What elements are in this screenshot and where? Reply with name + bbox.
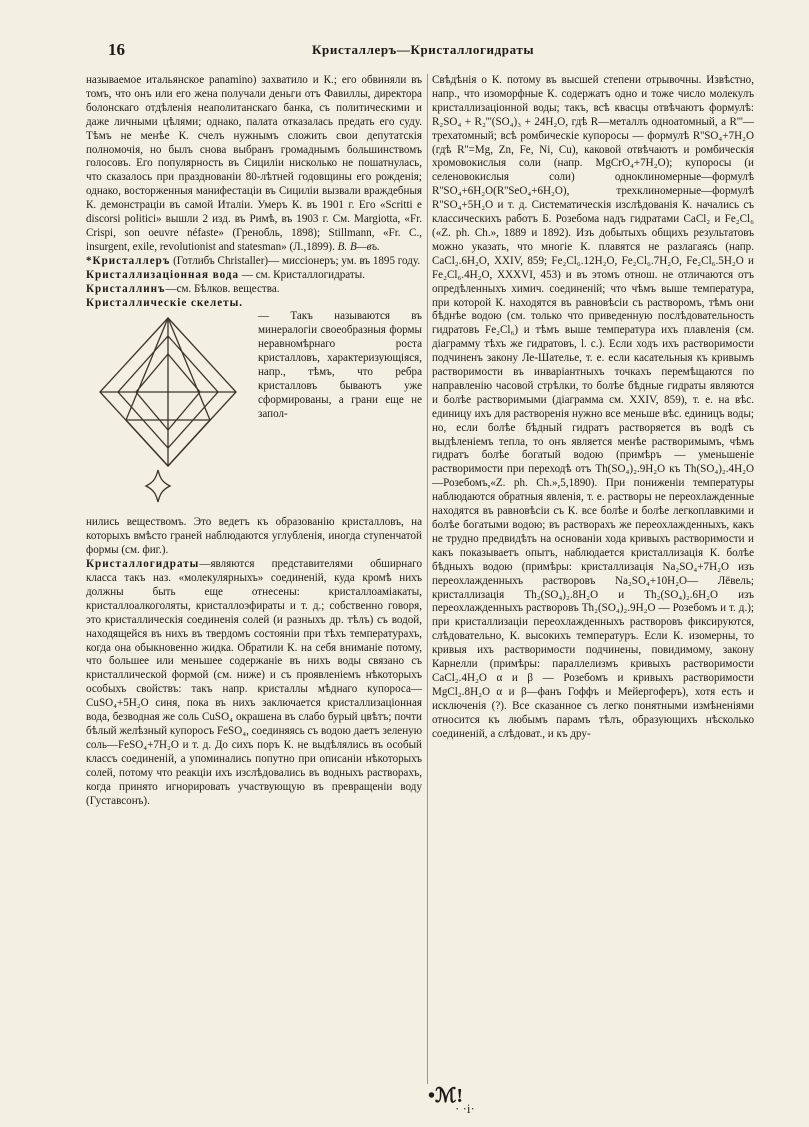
headword-crystallin: Кристаллинъ	[86, 282, 166, 295]
article-christaller	[86, 255, 422, 269]
article-crystal-skeletons-rest: нились веществомъ. Это ведетъ къ образованію кристалловъ, на которыхъ вмѣсто граней наблюдаются углубленія, иногда ступенчатой формы (см. фиг.).	[86, 516, 422, 557]
article-crispi-signature: В. В—въ.	[337, 240, 380, 253]
column-divider	[427, 74, 428, 1084]
article-crystallization-water-text: — см. Кристаллогидраты.	[239, 268, 365, 281]
scan-artifact-mark-small: · ·i·	[455, 1101, 475, 1116]
headword-crystallohydrates: Кристаллогидраты	[86, 558, 200, 571]
article-crispi-text: называемое итальянское panamino) захватило и К.; его обвиняли въ томъ, что онъ или его жена получали деньги отъ Фавиллы, директора болонскаго отдѣленія неаполитанскаго банка, съ политическими и даже личными цѣлями; однако, палата отказалась предать его суду. Тѣмъ не менѣе К. счелъ нужнымъ сложить свои депутатскія полномочія, но былъ снова выбранъ громаднымъ большинствомъ голосовъ. Его популярность въ Сициліи нисколько не пошатнулась, что сказалось при празднованіи 80-лѣтней годовщины его рожденія; однако, восторженныя манифестаціи въ Сициліи вызвали враждебныя К. демонстраціи въ самой Италіи. Умеръ К. въ 1901 г. Его «Scritti e discorsi politici» вышли 2 изд. въ Римѣ, въ 1903 г. См. Margiotta, «Fr. Crispi, son oeuvre néfaste» (Гренобль, 1898); Stillmann, «Fr. C., insurgent, exile, revolutionist and statesman» (Л.,1899).	[86, 74, 422, 253]
right-column	[432, 74, 754, 742]
headword-crystallization-water: Кристаллизаціонная вода	[86, 268, 240, 281]
article-crystallohydrates-text: —являются представителями обширнаго класса такъ наз. «молекулярныхъ» соединеній, куда кромѣ нихъ должны быть еще отнесены: кристаллоаміакаты, кристаллоалкоголяты, кристаллоэфираты и т. д.; собственно говоря, это кристаллическія соединенія солей (и разныхъ др. тѣлъ) съ водой, находящейся въ нихъ въ твердомъ состояніи при тѣхъ температурахъ, когда она обыкновенно жидка. Обратили К. на себя вниманіе потому, что большее или меньшее содержаніе въ нихъ воды связано съ кристаллической формой (см. ниже) и съ проявленіемъ нѣкоторыхъ особыхъ свойствъ: такъ напр. кристаллы мѣднаго купороса— CuSO₄+5H₂O синя, пока въ нихъ заключается кристаллизаціонная вода, безводная же соль CuSO₄ окрашена въ слабо бурый цвѣтъ; почти бѣлый желѣзный купоросъ FeSO₄, соединяясь съ водою даетъ зеленую соль—FeSO₄+7H₂O и т. д. До сихъ поръ К. не выдѣлялись въ особый классъ соединеній, а упоминались попутно при описаніи нѣкоторыхъ солей, потому что реакціи ихъ изслѣдовались въ водныхъ растворахъ, когда принято игнорировать участвующую въ превращеніи воду (Густавсонъ).	[86, 558, 422, 807]
article-crystallohydrates-continued: Свѣдѣнія о К. потому въ высшей степени отрывочны. Извѣстно, напр., что изоморфные К. содержатъ одно и тоже число молекулъ кристаллизаціонной воды; такъ, всѣ квасцы отвѣчаютъ формулѣ: R₂SO₄ + R₂'''(SO₄)₃ + 24H₂O, гдѣ R—металлъ одноатомный, а R'''—трехатомный; всѣ ромбическіе купоросы — формулѣ R''SO₄+7H₂O (гдѣ R''=Mg, Zn, Fe, Ni, Cu), каковой отвѣчаютъ и ромбическія хромовокислыя соли (напр. MgCrO₄+7H₂O); купоросы (и селеновокислыя соли) одноклиномерные—формулѣ R''SO₄+6H₂O(R''SeO₄+6H₂O), трехклиномерные—формулѣ R''SO₄+5H₂O и т. д. Систематическія изслѣдованія К. начались съ классическихъ работъ Б. Розебома надъ гидратами CaCl₂ и Fe₂Cl₆ («Z. ph. Ch.», 1889 и 1892). Изъ добытыхъ общихъ результатовъ можно указать, что многіе К. плавятся не разлагаясь (напр. CaCl₂.6H₂O, XXIV, 859; Fe₂Cl₆.12H₂O, Fe₂Cl₆.7H₂O, Fe₂Cl₆.5H₂O и Fe₂Cl₆.4H₂O, XXXVI, 453) и въ этомъ отнош. не отличаются отъ опредѣленныхъ химич. соединеній; что чѣмъ выше температура, при которой К. находятся въ равновѣсіи съ растворомъ, тѣмъ они бѣднѣе водою (см. только что приведенную послѣдовательность гидратовъ Fe₂Cl₆) и тѣмъ выше температура ихъ плавленія (см. діаграмму тѣхъ же гидратовъ, l. c.). Если ходъ ихъ растворимости подчиненъ закону Ле-Шателье, т. е. если касательныя къ кривымъ растворимости въ инваріантныхъ точкахъ перемѣщаются по направленію часовой стрѣлки, то болѣе бѣдные гидраты являются и болѣе растворимыми (діаграмма см. XXIV, 859), т. е. на вѣс. единицу ихъ для растворенія нужно все меньше вѣс. единицъ воды; но, если болѣе бѣдный гидратъ растворяется въ водѣ съ выдѣленіемъ тепла, то онъ является менѣе растворимымъ, чѣмъ гидратъ болѣе богатый водою (примѣръ — уменьшеніе растворимости при переходѣ отъ Th(SO₄)₂.9H₂O къ Th(SO₄)₂.4H₂O—Розебомъ,«Z. ph. Ch.»,5,1890). При пониженіи температуры наблюдаются обратныя явленія, т. е. растворы не переохлажденные находятся въ равновѣсіи съ К. все болѣе и болѣе легкоплавкими и болѣе богатыми водою; въ растворахъ же переохлажденныхъ, какъ не трудно предвидѣть на основаніи хода кривыхъ растворимости и какъ показываетъ опытъ, наблюдается кристаллизація К. болѣе бѣдныхъ водою (примѣры: кристаллизація Na₂SO₄+7H₂O изъ переохлажденныхъ растворовъ Na₂SO₄+10H₂O— Лёвель; кристаллизація Th₂(SO₄)₂.8H₂O и Th₂(SO₄)₂.6H₂O изъ переохлажденныхъ растворовъ Th₂(SO₄)₂.9H₂O — Розебомъ и т. д.); при кристаллизаціи переохлажденныхъ растворовъ фиксируются, слѣдовательно, К. высокихъ температуръ. Если К. изомерны, то кривыя ихъ растворимости подчинены, повидимому, закону Карнелли (примѣры: параллелизмъ кривыхъ растворимости CaCl₂.4H₂O α и β — Розебомъ и кривыхъ растворимости MgCl₂.8H₂O α и β—фанъ Гоффъ и Мейергоферъ), хотя есть и исключенія (?). Все сказанное съ легко понятными измѣненіями относится къ любымъ парамъ тѣлъ, образующихъ нѣсколько соединеній, а слѣдоват., и къ дру-	[432, 74, 754, 740]
crystal-skeleton-figure-block	[86, 310, 422, 516]
article-crispi-end	[86, 74, 422, 255]
article-crystallohydrates	[86, 558, 422, 808]
left-column	[86, 74, 422, 808]
article-crystallin	[86, 283, 422, 297]
article-crystal-skeletons-head	[86, 297, 422, 311]
page-number: 16	[108, 40, 125, 59]
headword-christaller: *Кристаллеръ	[86, 254, 171, 267]
article-crystal-skeletons-wrap: — Такъ называются въ минералогіи своеобразныя формы неравномѣрнаго роста кристалловъ, характеризующіяся, напр., тѣмъ, что ребра кристалловъ бываютъ уже сформированы, а грани еще не запол-	[258, 310, 422, 420]
article-crystallization-water	[86, 269, 422, 283]
running-head: Кристаллеръ—Кристаллогидраты	[312, 42, 535, 57]
headword-crystal-skeletons: Кристаллическіе скелеты.	[86, 296, 244, 309]
scan-artifact-mark: •ℳ!	[428, 1085, 464, 1107]
crystal-skeleton-figure	[86, 310, 254, 516]
article-christaller-text: (Готлибъ Christaller)— миссіонеръ; ум. въ 1895 году.	[170, 254, 421, 267]
article-crystallin-text: —см. Бѣлков. вещества.	[165, 282, 280, 295]
